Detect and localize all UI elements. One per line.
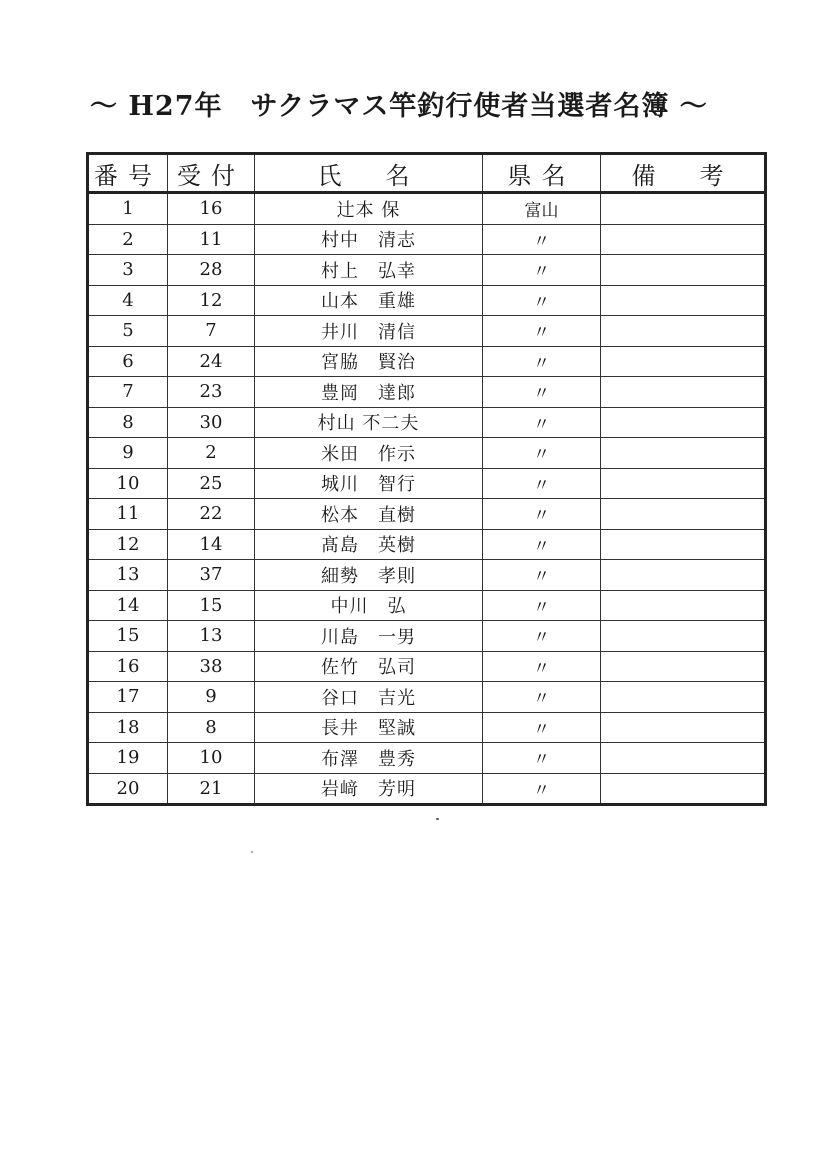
cell-prefecture: 〃: [483, 621, 601, 652]
cell-remarks: [601, 499, 766, 530]
cell-reception: 13: [168, 621, 255, 652]
cell-prefecture: 〃: [483, 438, 601, 469]
cell-prefecture: 富山: [483, 193, 601, 225]
cell-remarks: [601, 316, 766, 347]
cell-remarks: [601, 621, 766, 652]
cell-prefecture: 〃: [483, 529, 601, 560]
cell-number: 15: [88, 621, 168, 652]
cell-number: 7: [88, 377, 168, 408]
cell-remarks: [601, 193, 766, 225]
cell-remarks: [601, 560, 766, 591]
cell-reception: 9: [168, 682, 255, 713]
cell-remarks: [601, 773, 766, 805]
cell-prefecture: 〃: [483, 377, 601, 408]
cell-prefecture: 〃: [483, 255, 601, 286]
cell-prefecture: 〃: [483, 560, 601, 591]
winners-table: [86, 152, 767, 806]
cell-name: 辻本 保: [255, 193, 483, 225]
cell-remarks: [601, 224, 766, 255]
table-row: [88, 712, 766, 743]
cell-reception: 15: [168, 590, 255, 621]
cell-number: 8: [88, 407, 168, 438]
cell-reception: 10: [168, 743, 255, 774]
scan-speck: [436, 818, 439, 820]
cell-name: 佐竹 弘司: [255, 651, 483, 682]
cell-prefecture: 〃: [483, 407, 601, 438]
cell-number: 4: [88, 285, 168, 316]
cell-reception: 12: [168, 285, 255, 316]
cell-prefecture: 〃: [483, 346, 601, 377]
cell-number: 18: [88, 712, 168, 743]
table-row: [88, 560, 766, 591]
cell-number: 14: [88, 590, 168, 621]
cell-prefecture: 〃: [483, 773, 601, 805]
cell-prefecture: 〃: [483, 743, 601, 774]
cell-name: 豊岡 達郎: [255, 377, 483, 408]
cell-number: 9: [88, 438, 168, 469]
table-header-row: [88, 154, 766, 193]
cell-remarks: [601, 651, 766, 682]
cell-number: 6: [88, 346, 168, 377]
cell-reception: 37: [168, 560, 255, 591]
table-row: [88, 651, 766, 682]
cell-name: 宮脇 賢治: [255, 346, 483, 377]
cell-number: 3: [88, 255, 168, 286]
cell-name: 谷口 吉光: [255, 682, 483, 713]
table-row: [88, 773, 766, 805]
cell-remarks: [601, 590, 766, 621]
cell-remarks: [601, 285, 766, 316]
cell-name: 米田 作示: [255, 438, 483, 469]
cell-remarks: [601, 682, 766, 713]
table-row: [88, 590, 766, 621]
cell-number: 11: [88, 499, 168, 530]
cell-prefecture: 〃: [483, 590, 601, 621]
table-row: [88, 468, 766, 499]
cell-reception: 24: [168, 346, 255, 377]
cell-remarks: [601, 407, 766, 438]
header-number: 番号: [88, 154, 168, 193]
cell-number: 2: [88, 224, 168, 255]
table-row: [88, 346, 766, 377]
table-row: [88, 285, 766, 316]
header-prefecture: 県名: [483, 154, 601, 193]
cell-number: 10: [88, 468, 168, 499]
cell-number: 16: [88, 651, 168, 682]
table-row: [88, 224, 766, 255]
table-row: [88, 499, 766, 530]
cell-name: 岩﨑 芳明: [255, 773, 483, 805]
table-row: [88, 316, 766, 347]
cell-name: 村山 不二夫: [255, 407, 483, 438]
cell-prefecture: 〃: [483, 499, 601, 530]
cell-remarks: [601, 743, 766, 774]
table-row: [88, 438, 766, 469]
cell-reception: 2: [168, 438, 255, 469]
table-row: [88, 529, 766, 560]
cell-name: 山本 重雄: [255, 285, 483, 316]
cell-name: 村上 弘幸: [255, 255, 483, 286]
cell-number: 20: [88, 773, 168, 805]
table-row: [88, 193, 766, 225]
cell-number: 17: [88, 682, 168, 713]
cell-number: 13: [88, 560, 168, 591]
cell-prefecture: 〃: [483, 316, 601, 347]
cell-remarks: [601, 529, 766, 560]
cell-name: 髙島 英樹: [255, 529, 483, 560]
cell-name: 細勢 孝則: [255, 560, 483, 591]
cell-name: 布澤 豊秀: [255, 743, 483, 774]
header-reception: 受付: [168, 154, 255, 193]
cell-reception: 25: [168, 468, 255, 499]
cell-reception: 23: [168, 377, 255, 408]
cell-remarks: [601, 377, 766, 408]
cell-reception: 28: [168, 255, 255, 286]
cell-remarks: [601, 346, 766, 377]
cell-reception: 21: [168, 773, 255, 805]
cell-number: 12: [88, 529, 168, 560]
cell-remarks: [601, 438, 766, 469]
header-remarks: 備 考: [601, 154, 766, 193]
cell-name: 中川 弘: [255, 590, 483, 621]
cell-number: 1: [88, 193, 168, 225]
scan-speck: [251, 851, 253, 853]
table-row: [88, 255, 766, 286]
cell-name: 川島 一男: [255, 621, 483, 652]
cell-prefecture: 〃: [483, 651, 601, 682]
cell-name: 城川 智行: [255, 468, 483, 499]
cell-number: 19: [88, 743, 168, 774]
table-body: [88, 193, 766, 805]
cell-prefecture: 〃: [483, 285, 601, 316]
cell-reception: 22: [168, 499, 255, 530]
cell-reception: 8: [168, 712, 255, 743]
cell-reception: 30: [168, 407, 255, 438]
table-row: [88, 407, 766, 438]
table-row: [88, 743, 766, 774]
page-title: ～ H27年 サクラマス竿釣行使者当選者名簿 ～: [90, 91, 708, 122]
cell-remarks: [601, 468, 766, 499]
table-row: [88, 682, 766, 713]
cell-prefecture: 〃: [483, 224, 601, 255]
cell-remarks: [601, 712, 766, 743]
cell-reception: 7: [168, 316, 255, 347]
table-row: [88, 621, 766, 652]
cell-number: 5: [88, 316, 168, 347]
cell-name: 長井 堅誠: [255, 712, 483, 743]
cell-reception: 16: [168, 193, 255, 225]
cell-reception: 14: [168, 529, 255, 560]
cell-prefecture: 〃: [483, 712, 601, 743]
cell-name: 井川 清信: [255, 316, 483, 347]
cell-prefecture: 〃: [483, 468, 601, 499]
cell-reception: 38: [168, 651, 255, 682]
cell-prefecture: 〃: [483, 682, 601, 713]
header-name: 氏 名: [255, 154, 483, 193]
table-row: [88, 377, 766, 408]
cell-remarks: [601, 255, 766, 286]
cell-reception: 11: [168, 224, 255, 255]
cell-name: 松本 直樹: [255, 499, 483, 530]
cell-name: 村中 清志: [255, 224, 483, 255]
